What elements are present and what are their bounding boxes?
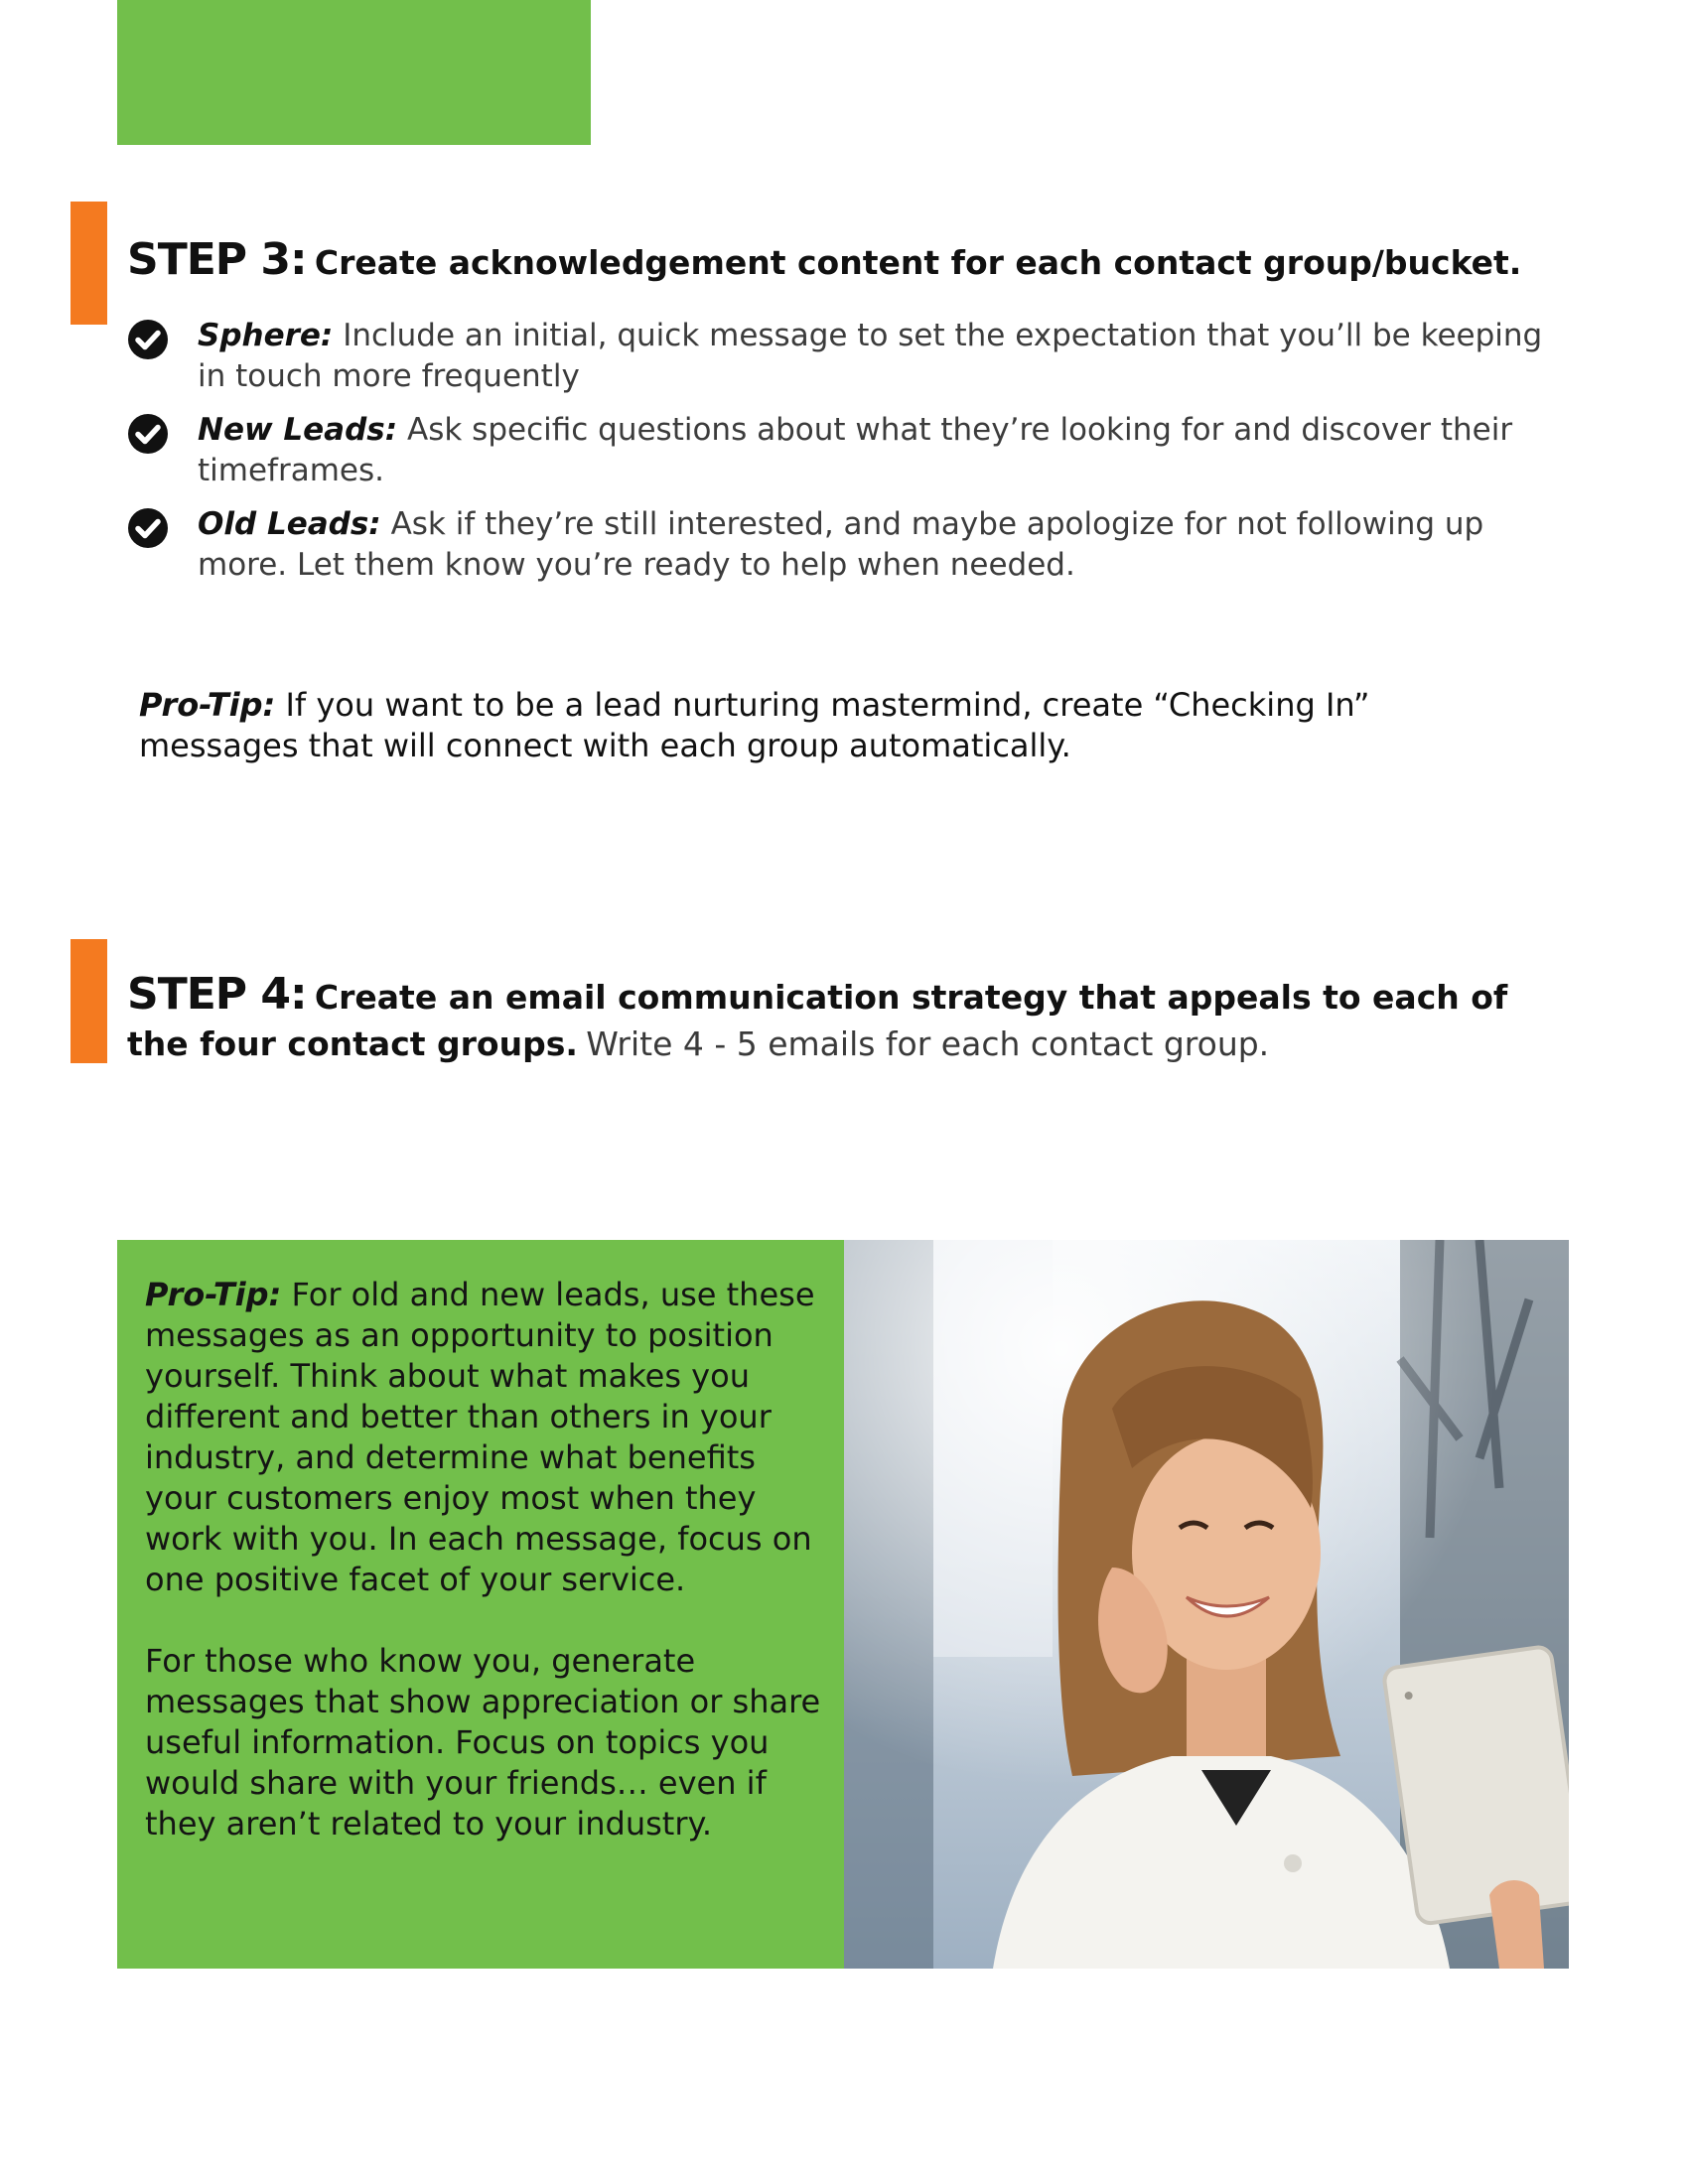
new-leads-label: New Leads: bbox=[198, 412, 398, 448]
pro-tip-label: Pro-Tip: bbox=[145, 1276, 282, 1313]
sphere-label: Sphere: bbox=[198, 318, 334, 353]
list-item bbox=[127, 316, 1567, 397]
sphere-text: Include an initial, quick message to set the expectation that you’ll be keeping in touch more frequently bbox=[198, 318, 1543, 394]
pro-tip-label: Pro-Tip: bbox=[139, 686, 276, 724]
top-green-block bbox=[117, 0, 591, 145]
pro-tip-paragraph-1-text: For old and new leads, use these messages as an opportunity to position yourself. Think about what makes you different and better than others in your industry, and determine what benefits your customers enjoy most when they work with you. In each message, focus on one positive facet of your service. bbox=[145, 1276, 815, 1598]
pro-tip-paragraph-1 bbox=[145, 1275, 830, 1600]
check-circle-icon bbox=[127, 507, 169, 549]
step3-accent-bar bbox=[70, 202, 107, 325]
pro-tip-paragraph-2: For those who know you, generate messages that show appreciation or share useful information. Focus on topics you would share with your friends… even if they aren’t related to your industry. bbox=[145, 1642, 821, 1843]
old-leads-label: Old Leads: bbox=[198, 506, 381, 542]
step4-label: STEP 4: bbox=[127, 969, 307, 1020]
pro-tip-checking-in bbox=[139, 685, 1430, 766]
old-leads-text: Ask if they’re still interested, and maybe apologize for not following up more. Let them know you’re ready to help when needed. bbox=[198, 506, 1484, 583]
woman-on-phone-photo bbox=[844, 1240, 1569, 1969]
step4-title: Create an email communication strategy that appeals to each of the four contact groups. bbox=[127, 978, 1508, 1063]
list-item bbox=[127, 504, 1567, 586]
pro-tip-panel-text bbox=[145, 1275, 830, 1885]
step3-heading bbox=[127, 234, 1521, 285]
pro-tip-panel bbox=[117, 1240, 844, 1969]
check-circle-icon bbox=[127, 413, 169, 455]
step4-accent-bar bbox=[70, 939, 107, 1063]
step3-label: STEP 3: bbox=[127, 234, 307, 285]
pro-tip-text: If you want to be a lead nurturing mastermind, create “Checking In” messages that will connect with each group automatically. bbox=[139, 686, 1370, 764]
photo-illustration bbox=[844, 1240, 1569, 1969]
new-leads-text: Ask specific questions about what they’re looking for and discover their timeframes. bbox=[198, 412, 1513, 488]
step3-checklist bbox=[127, 316, 1567, 599]
check-circle-icon bbox=[127, 319, 169, 360]
step4-subtitle: Write 4 - 5 emails for each contact group. bbox=[586, 1024, 1270, 1063]
step4-heading bbox=[127, 969, 1557, 1069]
step3-title: Create acknowledgement content for each contact group/bucket. bbox=[314, 243, 1522, 282]
list-item bbox=[127, 410, 1567, 491]
